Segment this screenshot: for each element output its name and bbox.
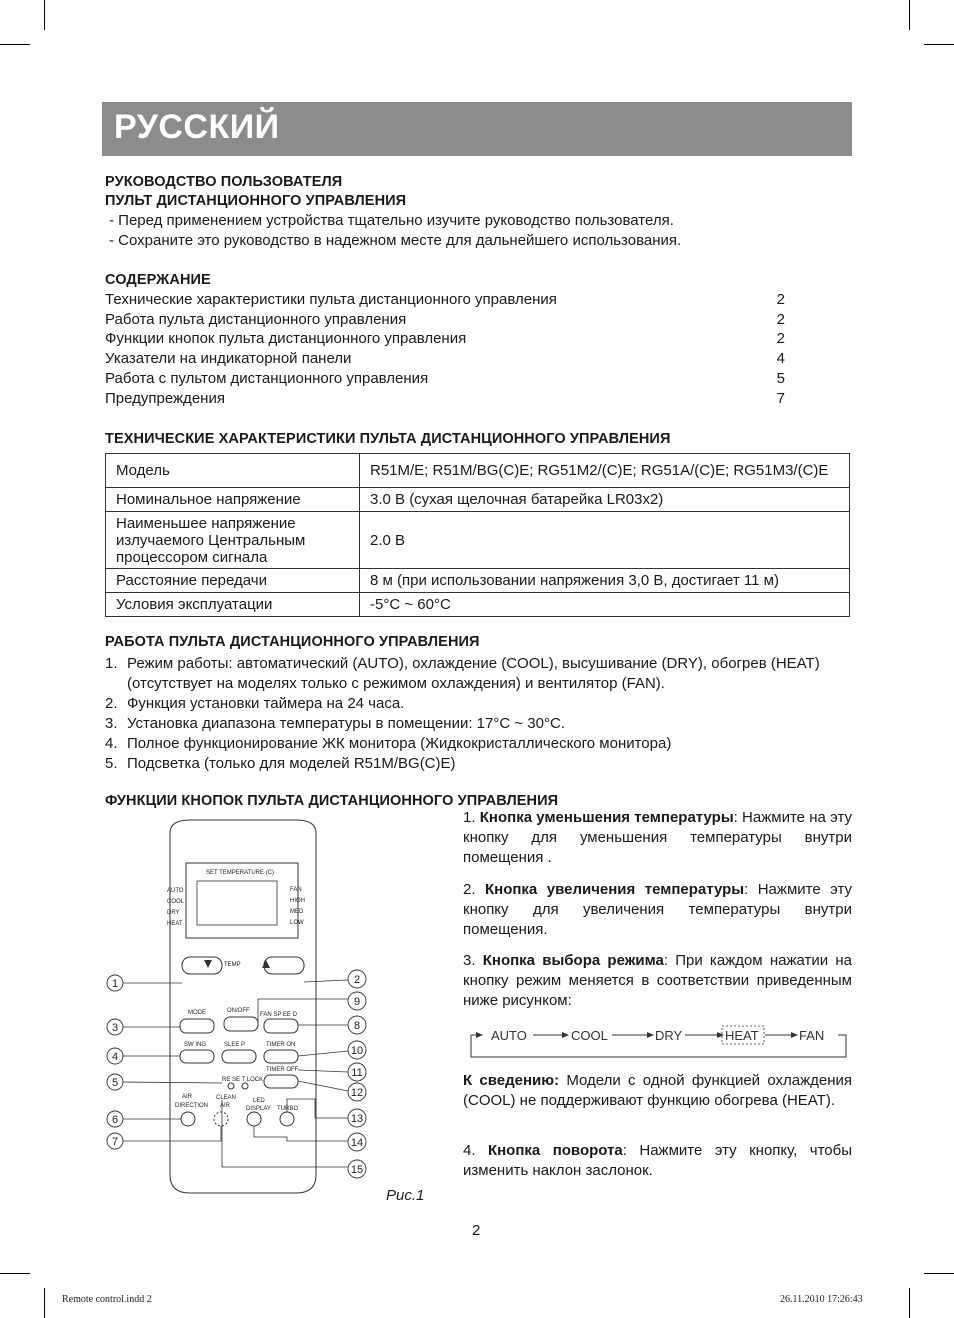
- lock-button[interactable]: [242, 1083, 248, 1089]
- toc-page: 5: [776, 370, 785, 387]
- sleep-label: SLEE P: [224, 1042, 246, 1048]
- list-item: [105, 694, 853, 714]
- toc-page: 4: [776, 350, 785, 367]
- callout-number: 2: [353, 974, 361, 986]
- toc-item: [105, 311, 785, 331]
- swing-button[interactable]: [180, 1050, 214, 1063]
- spec-table: [105, 453, 850, 617]
- toc-title: СОДЕРЖАНИЕ: [105, 272, 211, 288]
- table-row: [106, 454, 850, 488]
- arrow-right-icon: [562, 1032, 569, 1038]
- manual-title: РУКОВОДСТВО ПОЛЬЗОВАТЕЛЯ: [105, 174, 343, 190]
- toc-label: Указатели на индикаторной панели: [105, 350, 352, 367]
- temp-down-button[interactable]: [182, 957, 222, 974]
- spec-label: Условия эксплуатации: [106, 593, 360, 617]
- clean-air-label: AIR: [220, 1103, 231, 1109]
- toc-label: Предупреждения: [105, 390, 225, 407]
- toc-page: 2: [776, 311, 785, 328]
- callout-number: 11: [351, 1067, 363, 1079]
- temp-label: TEMP: [224, 962, 241, 968]
- item-text: : При каждом нажатии на кнопку режим меняется в соответствии приведенным ниже рисунком:: [463, 952, 852, 1009]
- spec-value: R51M/E; R51M/BG(C)E; RG51M2/(C)E; RG51A/(C)E; RG51M3/(C)E: [360, 454, 850, 488]
- crop-mark: [924, 44, 954, 45]
- turbo-label: TURBO: [277, 1106, 298, 1112]
- item-text: Функция установки таймера на 24 часа.: [127, 695, 405, 712]
- callout-number: 10: [350, 1045, 364, 1057]
- footer-date: 26.11.2010 17:26:43: [780, 1294, 863, 1305]
- table-row: [106, 488, 850, 512]
- fan-label: FAN: [290, 887, 302, 893]
- arrow-right-icon: [791, 1032, 798, 1038]
- list-item: [105, 734, 853, 754]
- item-text: Полное функционирование ЖК монитора (Жидкокристаллического монитора): [127, 735, 672, 752]
- toc-label: Работа с пультом дистанционного управления: [105, 370, 429, 387]
- figure-caption: Рис.1: [386, 1187, 425, 1204]
- temp-up-button[interactable]: [264, 957, 304, 974]
- toc-label: Работа пульта дистанционного управления: [105, 311, 407, 328]
- fan-speed-label: FAN SP EE D: [260, 1012, 297, 1018]
- swing-label: SW ING: [184, 1042, 206, 1048]
- led-display-button[interactable]: [247, 1112, 261, 1126]
- timer-on-label: TIMER ON: [266, 1042, 296, 1048]
- function-item-4: [463, 1141, 852, 1181]
- callout-number: 1: [111, 978, 119, 990]
- mode-cool: COOL: [571, 1028, 608, 1043]
- item-text: : Нажмите эту кнопку, чтобы изменить наклон заслонок.: [463, 1142, 852, 1179]
- callout-number: 14: [350, 1137, 364, 1149]
- toc-item: [105, 291, 785, 311]
- note-block: [463, 1071, 852, 1111]
- fan-label: HIGH: [290, 898, 305, 904]
- operation-title: РАБОТА ПУЛЬТА ДИСТАНЦИОННОГО УПРАВЛЕНИЯ: [105, 634, 480, 650]
- mode-cycle-diagram: [466, 1023, 852, 1059]
- led-display-label: DISPLAY: [246, 1106, 271, 1112]
- toc-item: [105, 390, 785, 410]
- reset-lock-label: RE SE T LOCK: [222, 1077, 264, 1083]
- language-banner: [102, 102, 852, 156]
- arrow-right-icon: [647, 1032, 654, 1038]
- arrow-right-icon: [476, 1032, 483, 1038]
- crop-mark: [0, 1273, 30, 1274]
- crop-mark: [909, 1288, 910, 1318]
- function-item-3: [463, 951, 852, 1011]
- spec-value: 8 м (при использовании напряжения 3,0 В, достигает 11 м): [360, 569, 850, 593]
- callout-number: 9: [353, 996, 361, 1008]
- table-row: [106, 593, 850, 617]
- item-number: 1.: [105, 655, 118, 672]
- item-number: 3.: [105, 715, 118, 732]
- callout-number: 15: [350, 1164, 364, 1176]
- timer-off-label: TIMER OFF: [266, 1067, 299, 1073]
- spec-title: ТЕХНИЧЕСКИЕ ХАРАКТЕРИСТИКИ ПУЛЬТА ДИСТАНЦИОННОГО УПРАВЛЕНИЯ: [105, 431, 671, 447]
- list-item: [105, 754, 853, 774]
- item-number: 5.: [105, 755, 118, 772]
- item-number: 2.: [105, 695, 118, 712]
- fan-speed-button[interactable]: [264, 1019, 298, 1033]
- crop-mark: [0, 44, 30, 45]
- table-row: [106, 512, 850, 569]
- functions-title: ФУНКЦИИ КНОПОК ПУЛЬТА ДИСТАНЦИОННОГО УПРАВЛЕНИЯ: [105, 793, 559, 809]
- onoff-label: ON/OFF: [227, 1008, 250, 1014]
- callout-number: 12: [350, 1087, 364, 1099]
- mode-dry: DRY: [655, 1028, 683, 1043]
- item-text: Режим работы: автоматический (AUTO), охлаждение (COOL), высушивание (DRY), обогрев (HEAT) (отсутствует на моделях только с режимом охлаждения) и вентилятор (FAN).: [127, 655, 820, 692]
- footer-file: Remote control.indd 2: [62, 1294, 152, 1305]
- function-item-2: [463, 880, 852, 940]
- toc-label: Функции кнопок пульта дистанционного управления: [105, 330, 467, 347]
- item-number: 2.: [463, 881, 485, 898]
- item-text: Установка диапазона температуры в помещении: 17°C ~ 30°C.: [127, 715, 565, 732]
- mode-label: HEAT: [167, 921, 183, 927]
- air-direction-label: AIR: [182, 1094, 193, 1100]
- function-item-1: [463, 808, 852, 868]
- crop-mark: [924, 1273, 954, 1274]
- timer-on-button[interactable]: [264, 1050, 298, 1063]
- mode-label: AUTO: [167, 888, 184, 894]
- mode-auto: AUTO: [491, 1028, 527, 1043]
- callout-number: 7: [111, 1136, 119, 1148]
- timer-off-button[interactable]: [264, 1075, 298, 1088]
- reset-button[interactable]: [228, 1083, 234, 1089]
- toc-item: [105, 330, 785, 350]
- toc-page: 7: [776, 390, 785, 407]
- mode-button[interactable]: [180, 1019, 214, 1033]
- item-heading: Кнопка уменьшения температуры: [479, 809, 734, 826]
- spec-value: -5°C ~ 60°C: [360, 593, 850, 617]
- mode-heat: HEAT: [725, 1028, 759, 1043]
- spec-label: Модель: [106, 454, 360, 488]
- mode-button-label: MODE: [188, 1010, 206, 1016]
- item-heading: Кнопка выбора режима: [482, 952, 664, 969]
- spec-value: 2.0 В: [360, 512, 850, 569]
- clean-air-label: CLEAN: [216, 1095, 237, 1101]
- list-item: [105, 714, 853, 734]
- arrow-right-icon: [717, 1032, 724, 1038]
- note-text: Модели с одной функцией охлаждения (COOL) не поддерживают функцию обогрева (HEAT).: [463, 1072, 853, 1109]
- callout-number: 6: [111, 1114, 119, 1126]
- set-temp-label: SET TEMPERATURE (C): [206, 870, 275, 876]
- note-heading: К сведению:: [463, 1072, 560, 1089]
- toc-item: [105, 350, 785, 370]
- crop-mark: [44, 0, 45, 30]
- spec-label: Наименьшее напряжение излучаемого Центральным процессором сигнала: [106, 512, 360, 569]
- toc-label: Технические характеристики пульта дистанционного управления: [105, 291, 557, 308]
- toc-item: [105, 370, 785, 390]
- led-display-label: LED: [253, 1098, 265, 1104]
- fan-label: MED: [290, 909, 304, 915]
- clean-air-button[interactable]: [214, 1112, 228, 1126]
- item-heading: Кнопка поворота: [487, 1142, 623, 1159]
- item-heading: Кнопка увеличения температуры: [484, 881, 745, 898]
- item-text: : Нажмите на эту кнопку для уменьшения температуры внутри помещения .: [463, 809, 852, 866]
- sleep-button[interactable]: [222, 1050, 256, 1063]
- air-direction-button[interactable]: [181, 1112, 195, 1126]
- toc-page: 2: [776, 330, 785, 347]
- mode-fan: FAN: [799, 1028, 825, 1043]
- callout-number: 5: [111, 1077, 119, 1089]
- page-number: 2: [472, 1222, 481, 1239]
- callout-number: 13: [350, 1113, 364, 1125]
- manual-subtitle: ПУЛЬТ ДИСТАНЦИОННОГО УПРАВЛЕНИЯ: [105, 193, 407, 209]
- remote-control-illustration: [100, 815, 440, 1210]
- air-direction-label: DIRECTION: [175, 1103, 208, 1109]
- item-text: : Нажмите эту кнопку для увеличения температуры внутри помещения.: [463, 881, 853, 938]
- mode-label: DRY: [167, 910, 180, 916]
- spec-label: Расстояние передачи: [106, 569, 360, 593]
- note-line: - Сохраните это руководство в надежном месте для дальнейшего использования.: [109, 232, 682, 249]
- item-number: 3.: [463, 952, 483, 969]
- spec-label: Номинальное напряжение: [106, 488, 360, 512]
- turbo-button[interactable]: [280, 1112, 294, 1126]
- item-text: Подсветка (только для моделей R51M/BG(C)E): [127, 755, 456, 772]
- callout-number: 4: [111, 1051, 119, 1063]
- mode-label: COOL: [167, 899, 185, 905]
- table-row: [106, 569, 850, 593]
- crop-mark: [909, 0, 910, 30]
- item-number: 4.: [463, 1142, 488, 1159]
- operation-list: [105, 654, 853, 774]
- spec-value: 3.0 В (сухая щелочная батарейка LR03х2): [360, 488, 850, 512]
- banner-title: РУССКИЙ: [114, 108, 280, 146]
- toc-page: 2: [776, 291, 785, 308]
- callout-number: 3: [111, 1022, 119, 1034]
- list-item: [105, 654, 853, 694]
- note-line: - Перед применением устройства тщательно изучите руководство пользователя.: [109, 212, 674, 229]
- item-number: 4.: [105, 735, 118, 752]
- item-number: 1.: [463, 809, 480, 826]
- callout-number: 8: [353, 1020, 361, 1032]
- onoff-button[interactable]: [224, 1017, 258, 1031]
- crop-mark: [44, 1288, 45, 1318]
- fan-label: LOW: [290, 920, 304, 926]
